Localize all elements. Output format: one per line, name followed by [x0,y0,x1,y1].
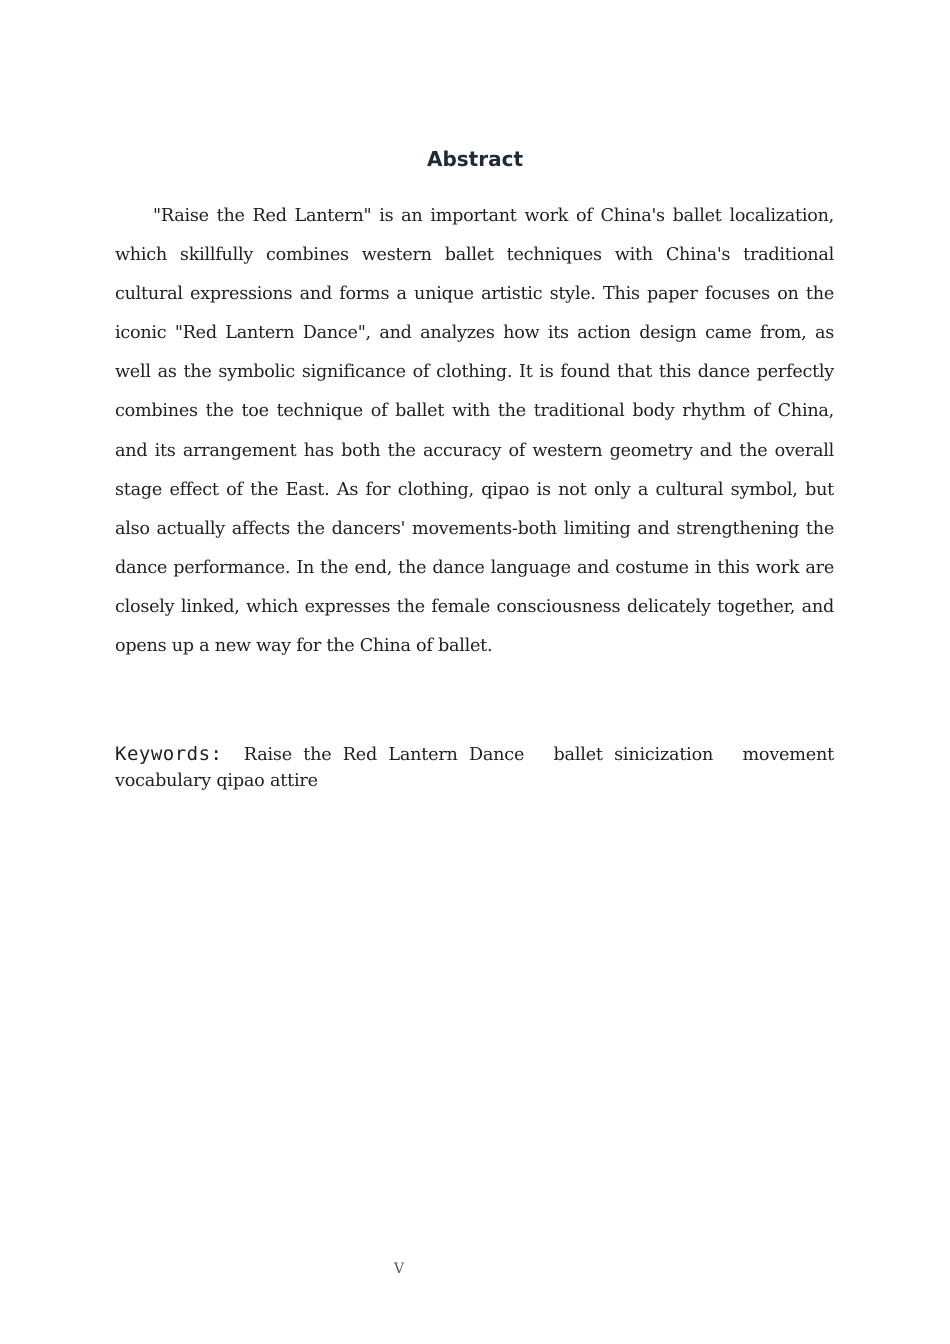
keyword-item: ballet sinicization [553,745,714,765]
keywords-line [115,741,834,794]
keyword-item: Raise the Red Lantern Dance [243,745,525,765]
abstract-paragraph: "Raise the Red Lantern" is an important work of China's ballet localization, which skillfully combines western ballet techniques with China's traditional cultural expressions and forms a unique artistic style. This paper focuses on the iconic "Red Lantern Dance", and analyzes how its action design came from, as well as the symbolic significance of clothing. It is found that this dance perfectly combines the toe technique of ballet with the traditional body rhythm of China, and its arrangement has both the accuracy of western geometry and the overall stage effect of the East. As for clothing, qipao is not only a cultural symbol, but also actually affects the dancers' movements-both limiting and strengthening the dance performance. In the end, the dance language and costume in this work are closely linked, which expresses the female consciousness delicately together, and opens up a new way for the China of ballet. [115,206,834,657]
keywords-label: Keywords: [115,743,223,765]
abstract-heading: Abstract [426,147,524,171]
page-number: V [393,1261,405,1277]
keyword-item: movement vocabulary qipao attire [115,745,834,791]
